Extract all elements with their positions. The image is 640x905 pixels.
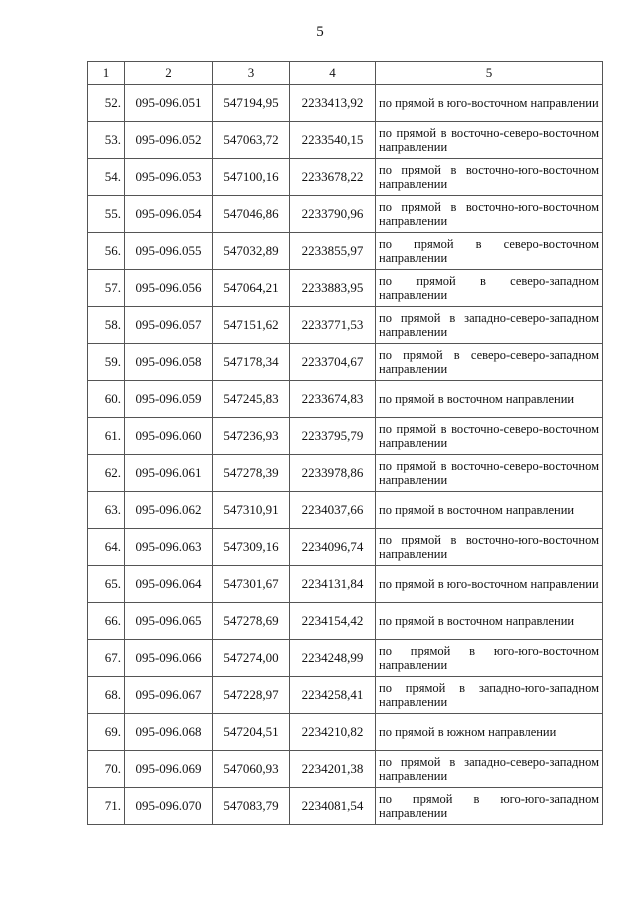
row-number: 69. — [88, 714, 125, 751]
coord-y: 2233883,95 — [290, 270, 376, 307]
coord-y: 2233674,83 — [290, 381, 376, 418]
coord-x: 547060,93 — [213, 751, 290, 788]
table-row — [88, 529, 603, 566]
table-row — [88, 122, 603, 159]
row-number: 70. — [88, 751, 125, 788]
coord-x: 547274,00 — [213, 640, 290, 677]
coord-x: 547064,21 — [213, 270, 290, 307]
coord-y: 2234081,54 — [290, 788, 376, 825]
row-number: 57. — [88, 270, 125, 307]
direction-description: по прямой в восточно-северо-восточном направлении — [376, 455, 603, 492]
coord-y: 2233790,96 — [290, 196, 376, 233]
direction-description: по прямой в западно-юго-западном направлении — [376, 677, 603, 714]
coord-y: 2234201,38 — [290, 751, 376, 788]
coord-y: 2234258,41 — [290, 677, 376, 714]
coord-x: 547046,86 — [213, 196, 290, 233]
point-code: 095-096.069 — [125, 751, 213, 788]
row-number: 64. — [88, 529, 125, 566]
table-row — [88, 344, 603, 381]
point-code: 095-096.066 — [125, 640, 213, 677]
coord-y: 2234154,42 — [290, 603, 376, 640]
table-row — [88, 788, 603, 825]
coord-x: 547236,93 — [213, 418, 290, 455]
coord-x: 547194,95 — [213, 85, 290, 122]
direction-description: по прямой в восточно-северо-восточном направлении — [376, 418, 603, 455]
row-number: 54. — [88, 159, 125, 196]
point-code: 095-096.057 — [125, 307, 213, 344]
table-row — [88, 270, 603, 307]
point-code: 095-096.054 — [125, 196, 213, 233]
coord-x: 547204,51 — [213, 714, 290, 751]
coord-x: 547278,69 — [213, 603, 290, 640]
coord-y: 2234248,99 — [290, 640, 376, 677]
coord-x: 547301,67 — [213, 566, 290, 603]
direction-description: по прямой в юго-юго-западном направлении — [376, 788, 603, 825]
row-number: 61. — [88, 418, 125, 455]
coord-x: 547309,16 — [213, 529, 290, 566]
table-row — [88, 233, 603, 270]
row-number: 53. — [88, 122, 125, 159]
table-row — [88, 492, 603, 529]
header-col-1: 1 — [88, 62, 125, 85]
row-number: 63. — [88, 492, 125, 529]
page-number: 5 — [316, 24, 324, 40]
coord-y: 2233540,15 — [290, 122, 376, 159]
table-row — [88, 714, 603, 751]
coord-x: 547083,79 — [213, 788, 290, 825]
point-code: 095-096.063 — [125, 529, 213, 566]
coordinates-table — [87, 61, 603, 825]
point-code: 095-096.052 — [125, 122, 213, 159]
table-row — [88, 418, 603, 455]
point-code: 095-096.070 — [125, 788, 213, 825]
table-row — [88, 640, 603, 677]
point-code: 095-096.060 — [125, 418, 213, 455]
coord-y: 2233704,67 — [290, 344, 376, 381]
direction-description: по прямой в юго-восточном направлении — [376, 566, 603, 603]
header-col-4: 4 — [290, 62, 376, 85]
table-row — [88, 566, 603, 603]
row-number: 62. — [88, 455, 125, 492]
row-number: 60. — [88, 381, 125, 418]
direction-description: по прямой в северо-западном направлении — [376, 270, 603, 307]
coord-y: 2233978,86 — [290, 455, 376, 492]
row-number: 56. — [88, 233, 125, 270]
coord-x: 547151,62 — [213, 307, 290, 344]
point-code: 095-096.058 — [125, 344, 213, 381]
row-number: 55. — [88, 196, 125, 233]
table-row — [88, 603, 603, 640]
direction-description: по прямой в восточно-северо-восточном направлении — [376, 122, 603, 159]
point-code: 095-096.064 — [125, 566, 213, 603]
direction-description: по прямой в восточно-юго-восточном направлении — [376, 529, 603, 566]
header-col-3: 3 — [213, 62, 290, 85]
coord-x: 547178,34 — [213, 344, 290, 381]
direction-description: по прямой в западно-северо-западном направлении — [376, 751, 603, 788]
coord-x: 547310,91 — [213, 492, 290, 529]
point-code: 095-096.051 — [125, 85, 213, 122]
table-row — [88, 381, 603, 418]
coord-x: 547100,16 — [213, 159, 290, 196]
header-col-5: 5 — [376, 62, 603, 85]
point-code: 095-096.053 — [125, 159, 213, 196]
point-code: 095-096.055 — [125, 233, 213, 270]
table-row — [88, 307, 603, 344]
header-col-2: 2 — [125, 62, 213, 85]
row-number: 68. — [88, 677, 125, 714]
coord-y: 2234096,74 — [290, 529, 376, 566]
row-number: 67. — [88, 640, 125, 677]
direction-description: по прямой в восточно-юго-восточном направлении — [376, 159, 603, 196]
direction-description: по прямой в восточном направлении — [376, 492, 603, 529]
table-row — [88, 455, 603, 492]
row-number: 66. — [88, 603, 125, 640]
table-row — [88, 677, 603, 714]
point-code: 095-096.067 — [125, 677, 213, 714]
coord-x: 547228,97 — [213, 677, 290, 714]
direction-description: по прямой в северо-восточном направлении — [376, 233, 603, 270]
coord-y: 2234131,84 — [290, 566, 376, 603]
table-row — [88, 751, 603, 788]
coord-y: 2233855,97 — [290, 233, 376, 270]
table-header-row — [88, 62, 603, 85]
coord-y: 2233795,79 — [290, 418, 376, 455]
point-code: 095-096.059 — [125, 381, 213, 418]
point-code: 095-096.068 — [125, 714, 213, 751]
row-number: 65. — [88, 566, 125, 603]
row-number: 59. — [88, 344, 125, 381]
direction-description: по прямой в юго-восточном направлении — [376, 85, 603, 122]
direction-description: по прямой в юго-юго-восточном направлении — [376, 640, 603, 677]
direction-description: по прямой в западно-северо-западном направлении — [376, 307, 603, 344]
coord-y: 2234210,82 — [290, 714, 376, 751]
direction-description: по прямой в южном направлении — [376, 714, 603, 751]
coord-x: 547063,72 — [213, 122, 290, 159]
table-row — [88, 159, 603, 196]
coord-x: 547245,83 — [213, 381, 290, 418]
coord-x: 547032,89 — [213, 233, 290, 270]
row-number: 58. — [88, 307, 125, 344]
coord-y: 2233413,92 — [290, 85, 376, 122]
direction-description: по прямой в восточно-юго-восточном направлении — [376, 196, 603, 233]
point-code: 095-096.056 — [125, 270, 213, 307]
table-row — [88, 85, 603, 122]
point-code: 095-096.062 — [125, 492, 213, 529]
row-number: 52. — [88, 85, 125, 122]
coord-y: 2233771,53 — [290, 307, 376, 344]
direction-description: по прямой в восточном направлении — [376, 381, 603, 418]
row-number: 71. — [88, 788, 125, 825]
point-code: 095-096.065 — [125, 603, 213, 640]
coord-x: 547278,39 — [213, 455, 290, 492]
point-code: 095-096.061 — [125, 455, 213, 492]
direction-description: по прямой в северо-северо-западном направлении — [376, 344, 603, 381]
coord-y: 2234037,66 — [290, 492, 376, 529]
coord-y: 2233678,22 — [290, 159, 376, 196]
table-row — [88, 196, 603, 233]
direction-description: по прямой в восточном направлении — [376, 603, 603, 640]
